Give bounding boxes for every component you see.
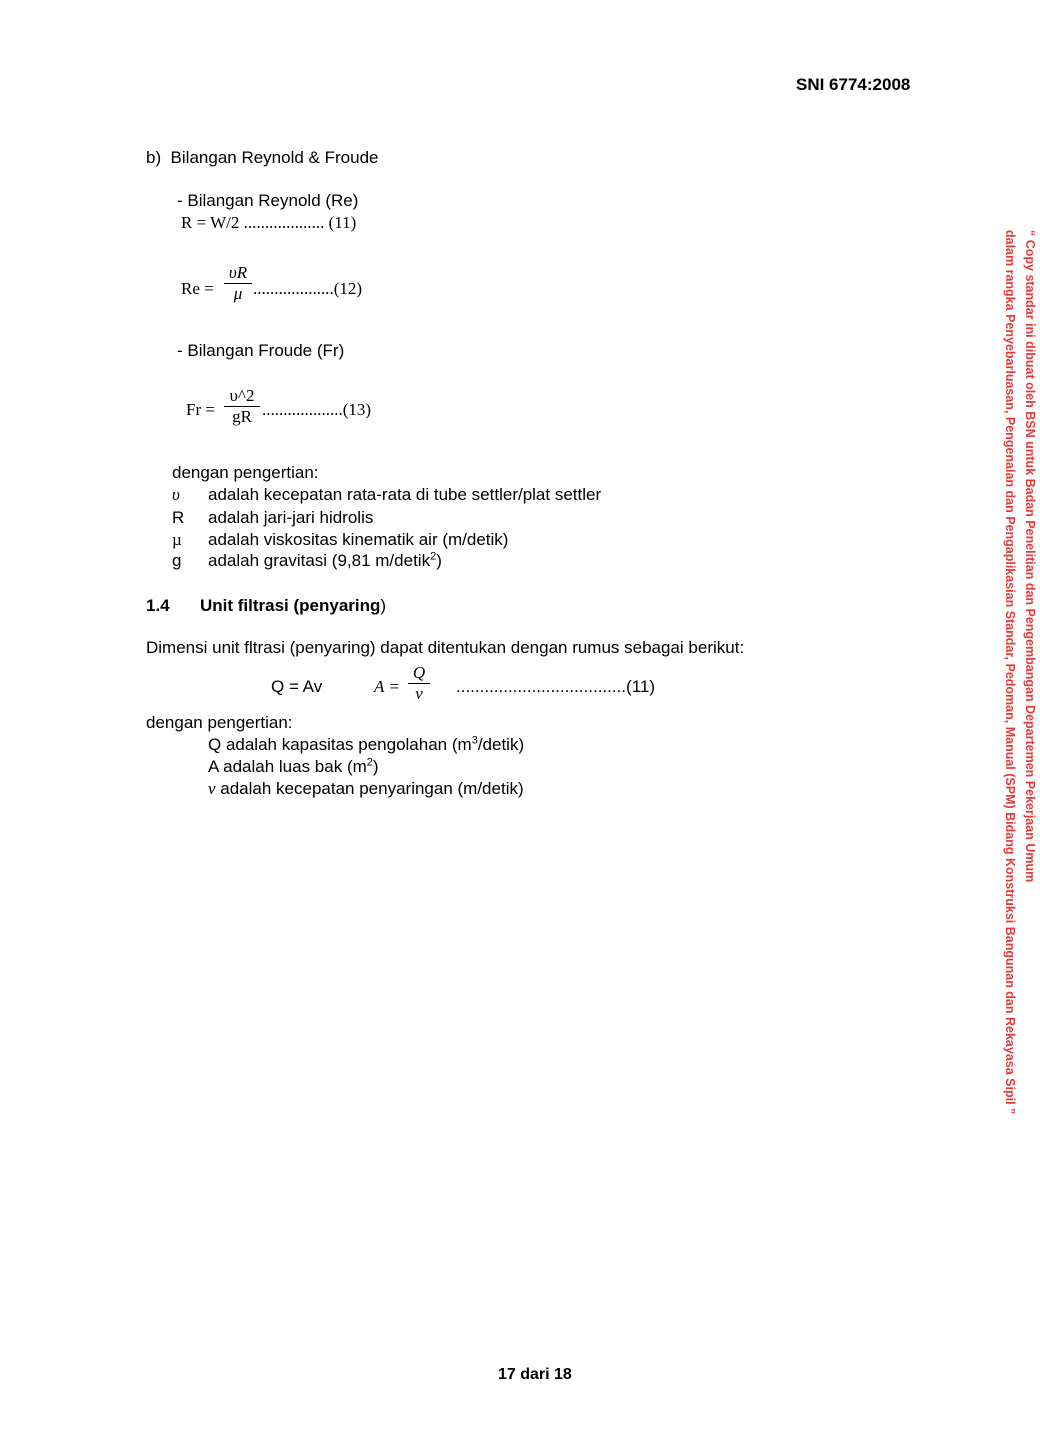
definition-text: adalah kecepatan rata-rata di tube settler/plat settler	[208, 485, 602, 504]
equation-11: R = W/2 ................... (11)	[181, 213, 357, 232]
equation-13-lhs: Fr =	[186, 400, 215, 419]
watermark-line-1: “ Copy standar ini dibuat oleh BSN untuk Badan Penelitian dan Pengembangan Departemen Pekerjaan Umum	[1023, 230, 1037, 883]
definition-text	[208, 551, 442, 571]
definition-text-tail: )	[372, 757, 379, 776]
equation-13-denominator: gR	[232, 407, 252, 426]
superscript: 3	[471, 734, 478, 747]
equation-13-dots: ...................(13)	[262, 400, 372, 419]
definition-text-main: adalah gravitasi (9,81 m/detik	[208, 551, 431, 570]
section-title-close: )	[380, 596, 387, 615]
reynold-label: - Bilangan Reynold (Re)	[177, 191, 359, 210]
equation-12-dots: ...................(12)	[253, 279, 363, 298]
equation-a-dots: ....................................(11)	[456, 677, 656, 696]
equation-a-numerator: Q	[412, 663, 426, 682]
equation-a-lhs: A =	[374, 677, 400, 696]
equation-a-denominator: v	[415, 684, 423, 703]
definition-symbol: g	[172, 551, 182, 570]
froude-label: - Bilangan Froude (Fr)	[177, 341, 345, 360]
equation-12-lhs: Re =	[181, 279, 214, 298]
superscript: 2	[430, 550, 437, 563]
equation-12-fraction	[224, 263, 252, 304]
section-intro: Dimensi unit fltrasi (penyaring) dapat ditentukan dengan rumus sebagai berikut:	[146, 638, 745, 657]
section-title-bold: Unit filtrasi (penyaring	[200, 596, 381, 615]
document-id: SNI 6774:2008	[796, 75, 911, 94]
definition-text-tail: /detik)	[477, 735, 525, 754]
copyright-watermark	[1000, 230, 1040, 1114]
definition-text-main: A adalah luas bak (m	[208, 757, 367, 776]
equation-13-fraction	[224, 386, 260, 427]
definition-symbol: v	[208, 779, 216, 798]
definition-text-main: adalah kecepatan penyaringan (m/detik)	[215, 779, 524, 798]
section-number: 1.4	[146, 596, 170, 615]
definition-symbol: µ	[172, 530, 182, 549]
section-title	[200, 596, 386, 616]
equation-12-numerator: υR	[228, 263, 248, 282]
page-number: 17 dari 18	[498, 1366, 572, 1383]
definition-text	[208, 735, 524, 755]
definition-text-main: Q adalah kapasitas pengolahan (m	[208, 735, 472, 754]
definition-text: adalah viskositas kinematik air (m/detik)	[208, 530, 509, 549]
equation-a-fraction	[408, 663, 430, 704]
watermark-line-2: dalam rangka Penyebarluasan, Pengenalan dan Pengaplikasian Standar, Pedoman, Manual (SPM) Bidang Konstruksi Bangunan dan Rekayasa Sipil ”	[1003, 230, 1017, 1115]
definitions-intro: dengan pengertian:	[172, 463, 319, 482]
definition-symbol: υ	[172, 485, 180, 504]
definition-symbol: R	[172, 508, 185, 527]
definition-text-tail: )	[436, 551, 442, 570]
equation-12-denominator: μ	[233, 284, 243, 303]
equation-q: Q = Av	[271, 677, 323, 696]
definition-text	[208, 779, 524, 799]
definition-text: adalah jari-jari hidrolis	[208, 508, 374, 527]
definition-text	[208, 757, 379, 777]
superscript: 2	[366, 756, 373, 769]
equation-13-numerator: υ^2	[229, 386, 255, 405]
section-b-title: b) Bilangan Reynold & Froude	[146, 148, 379, 167]
definitions-intro: dengan pengertian:	[146, 713, 293, 732]
